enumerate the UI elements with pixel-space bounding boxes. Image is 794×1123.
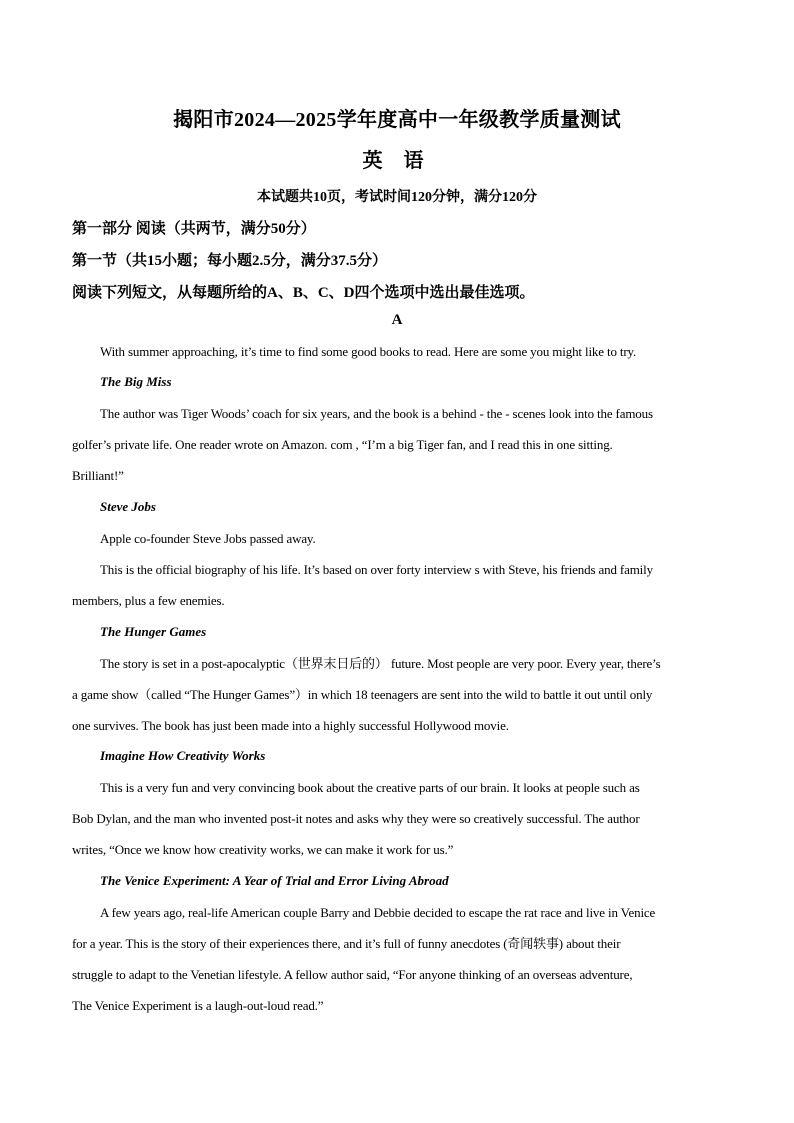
text-line: one survives. The book has just been made into a highly successful Hollywood movie. [72, 718, 509, 733]
text-line: Apple co-founder Steve Jobs passed away. [100, 531, 316, 546]
passage-intro [72, 336, 722, 367]
text-line: Bob Dylan, and the man who invented post-it notes and asks why they were so creatively successful. The author [72, 811, 640, 826]
text-line: members, plus a few enemies. [72, 593, 225, 608]
book-desc-hunger-games [72, 648, 722, 741]
instruction: 阅读下列短文，从每题所给的A、B、C、D四个选项中选出最佳选项。 [72, 285, 535, 301]
book-desc-steve-jobs-b [72, 554, 722, 616]
text-line: A few years ago, real-life American couple Barry and Debbie decided to escape the rat race and live in Venice [100, 905, 656, 920]
book-title-steve-jobs: Steve Jobs [100, 499, 156, 514]
text-line: The Venice Experiment is a laugh-out-loud read.” [72, 998, 324, 1013]
book-desc-steve-jobs-a [72, 523, 722, 554]
text-line: The author was Tiger Woods’ coach for six years, and the book is a behind - the - scenes look into the famous [100, 406, 653, 421]
book-desc-venice [72, 897, 722, 1021]
exam-info: 本试题共10页，考试时间120分钟，满分120分 [257, 190, 537, 205]
book-desc-big-miss [72, 398, 722, 491]
part-title: 第一部分 阅读（共两节，满分50分） [72, 221, 316, 237]
text-line: Brilliant!” [72, 468, 124, 483]
section-title: 第一节（共15小题；每小题2.5分，满分37.5分） [72, 253, 388, 269]
text-line: This is the official biography of his life. It’s based on over forty interview s with Steve, his friends and family [100, 562, 653, 577]
book-title-creativity: Imagine How Creativity Works [100, 748, 266, 763]
exam-title: 揭阳市2024—2025学年度高中一年级教学质量测试 [173, 109, 621, 131]
book-title-venice: The Venice Experiment: A Year of Trial and Error Living Abroad [100, 873, 449, 888]
text-line: golfer’s private life. One reader wrote on Amazon. com , “I’m a big Tiger fan, and I read this in one sitting. [72, 437, 613, 452]
text-line: a game show（called “The Hunger Games”）in which 18 teenagers are sent into the wild to battle it out until only [72, 687, 653, 702]
book-desc-creativity [72, 772, 722, 865]
text-line: writes, “Once we know how creativity works, we can make it work for us.” [72, 842, 454, 857]
text-line: This is a very fun and very convincing book about the creative parts of our brain. It looks at people such as [100, 780, 640, 795]
subject-title: 英 语 [362, 150, 432, 172]
book-title-hunger-games: The Hunger Games [100, 624, 207, 639]
book-title-big-miss: The Big Miss [100, 374, 172, 389]
text-line: The story is set in a post-apocalyptic（世界末日后的） future. Most people are very poor. Every year, there’s [100, 656, 661, 671]
text-line: struggle to adapt to the Venetian lifestyle. A fellow author said, “For anyone thinking of an overseas adventure, [72, 967, 633, 982]
intro-line: With summer approaching, it’s time to find some good books to read. Here are some you might like to try. [100, 344, 637, 359]
passage-letter: A [391, 312, 403, 328]
text-line: for a year. This is the story of their experiences there, and it’s full of funny anecdotes (奇闻轶事) about their [72, 936, 621, 951]
